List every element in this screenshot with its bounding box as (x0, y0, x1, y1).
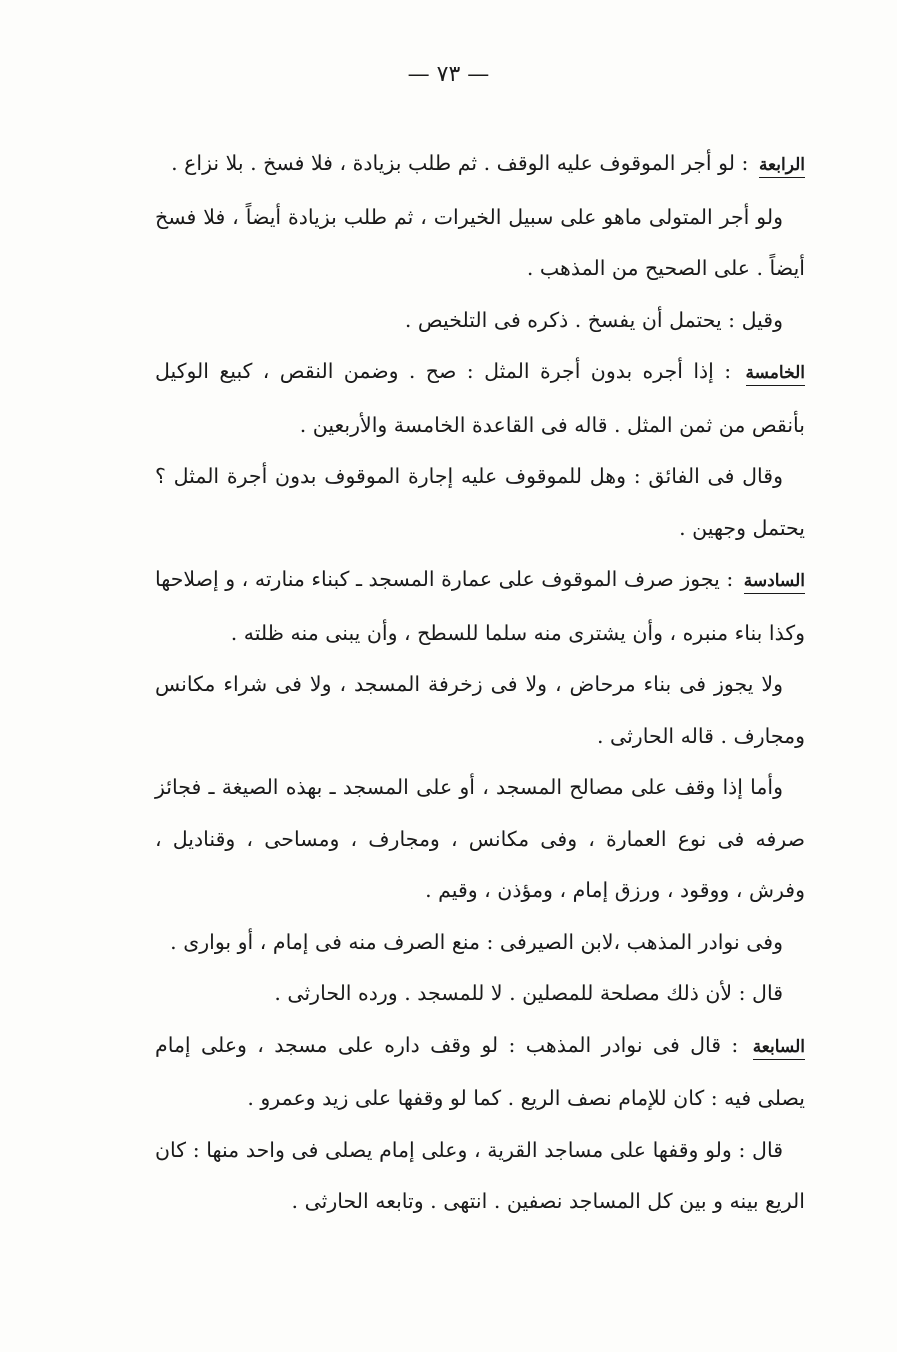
paragraph-3 (155, 295, 805, 347)
section-heading-sixth: السادسة (744, 571, 805, 594)
paragraph-2-text: ولو أجر المتولى ماهو على سبيل الخيرات ، ثم طلب بزيادة أيضاً ، فلا فسخ أيضاً . على الصحيح من المذهب . (155, 204, 805, 280)
paragraph-1 (155, 138, 805, 192)
paragraph-7-text: ولا يجوز فى بناء مرحاض ، ولا فى زخرفة المسجد ، ولا فى شراء مكانس ومجارف . قاله الحارثى . (155, 672, 805, 748)
page-text (155, 138, 805, 1228)
paragraph-8-text: وأما إذا وقف على مصالح المسجد ، أو على المسجد ـ بهذه الصيغة ـ فجائز صرفه فى نوع العمارة ، وفى مكانس ، ومجارف ، ومساحى ، وقناديل ، وفرش ، ووقود ، ورزق إمام ، ومؤذن ، وقيم . (155, 775, 805, 902)
paragraph-3-text: وقيل : يحتمل أن يفسخ . ذكره فى التلخيص . (404, 307, 783, 332)
paragraph-12 (155, 1125, 805, 1228)
paragraph-2 (155, 192, 805, 295)
paragraph-9 (155, 917, 805, 969)
paragraph-4-text: : إذا أجره بدون أجرة المثل : صح . وضمن النقص ، كبيع الوكيل بأنقص من ثمن المثل . قاله فى القاعدة الخامسة والأربعين . (155, 359, 805, 437)
paragraph-8 (155, 762, 805, 917)
paragraph-10-text: قال : لأن ذلك مصلحة للمصلين . لا للمسجد . ورده الحارثى . (274, 981, 783, 1005)
section-heading-fourth: الرابعة (759, 155, 805, 178)
section-heading-fifth: الخامسة (746, 363, 805, 386)
paragraph-11 (155, 1020, 805, 1125)
paragraph-1-text: : لو أجر الموقوف عليه الوقف . ثم طلب بزيادة ، فلا فسخ . بلا نزاع . (171, 151, 749, 175)
paragraph-5-text: وقال فى الفائق : وهل للموقوف عليه إجارة الموقوف بدون أجرة المثل ؟ يحتمل وجهين . (155, 464, 805, 540)
section-heading-seventh: السابعة (753, 1037, 805, 1060)
paragraph-4 (155, 346, 805, 451)
page-number: — ٧٣ — (407, 62, 490, 87)
paragraph-5 (155, 451, 805, 554)
paragraph-10 (155, 968, 805, 1020)
paragraph-12-text: قال : ولو وقفها على مساجد القرية ، وعلى إمام يصلى فى واحد منها : كان الريع بينه و بين كل المساجد نصفين . انتهى . وتابعه الحارثى . (155, 1137, 805, 1213)
paragraph-6-text: : يجوز صرف الموقوف على عمارة المسجد ـ كبناء منارته ، و إصلاحها وكذا بناء منبره ، وأن يشترى منه سلما للسطح ، وأن يبنى منه ظلته . (155, 567, 805, 645)
paragraph-6 (155, 554, 805, 659)
paragraph-9-text: وفى نوادر المذهب ،لابن الصيرفى : منع الصرف منه فى إمام ، أو بوارى . (170, 929, 783, 954)
paragraph-11-text: : قال فى نوادر المذهب : لو وقف داره على مسجد ، وعلى إمام يصلى فيه : كان للإمام نصف الريع . كما لو وقفها على زيد وعمرو . (155, 1032, 805, 1110)
paragraph-7 (155, 659, 805, 762)
